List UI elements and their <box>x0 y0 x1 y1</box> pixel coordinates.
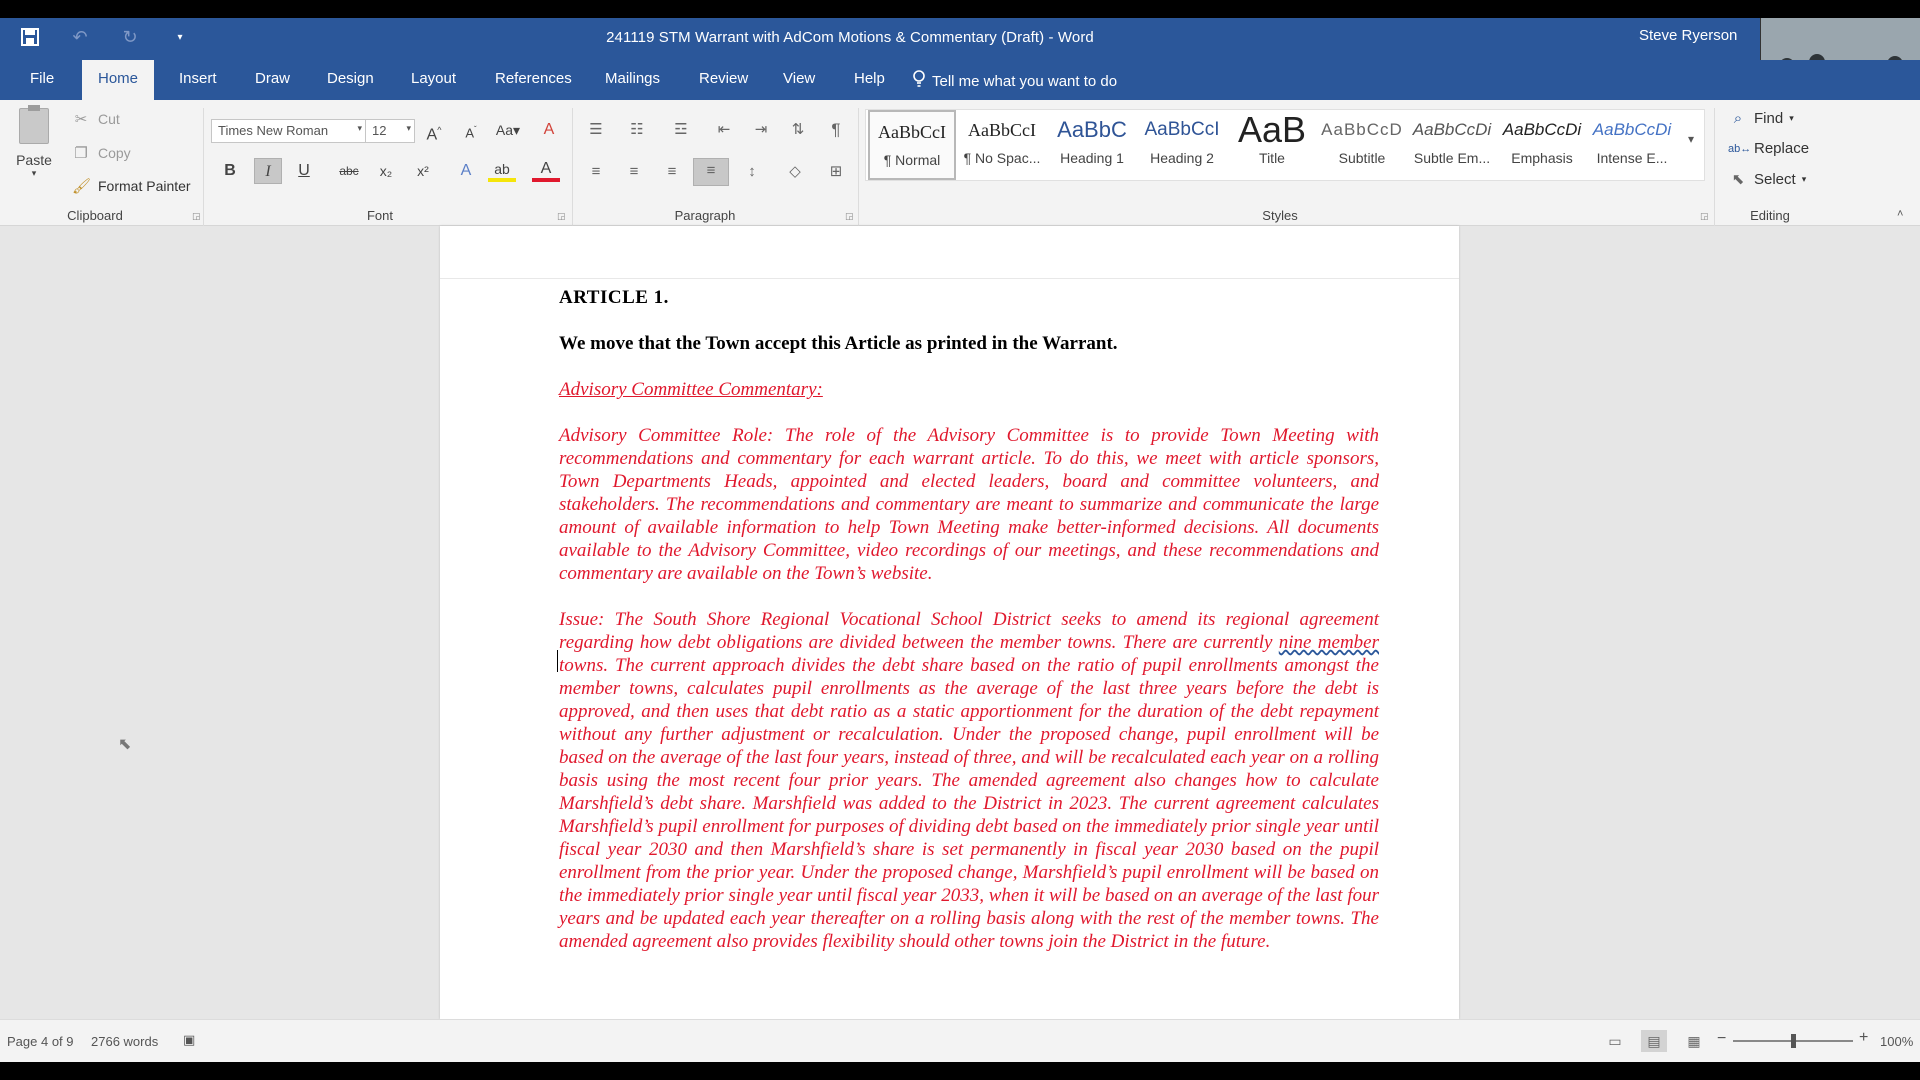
tell-me-text: Tell me what you want to do <box>932 72 1118 90</box>
redo-icon[interactable]: ↻ <box>122 26 138 47</box>
screen-top-strip <box>0 0 1920 18</box>
clear-formatting-icon[interactable]: A <box>543 121 555 138</box>
numbering-icon[interactable]: ☷ <box>630 121 644 138</box>
tab-insert[interactable]: Insert <box>179 70 217 87</box>
style-name: ¶ Normal <box>883 152 941 168</box>
group-divider <box>203 108 204 226</box>
show-formatting-marks-icon[interactable]: ¶ <box>831 120 841 139</box>
font-group-label: Font <box>366 208 393 223</box>
tab-layout[interactable]: Layout <box>411 70 457 87</box>
find-button[interactable] <box>1728 110 1794 127</box>
style-title[interactable] <box>1228 110 1316 180</box>
styles-more-chevron-down-icon[interactable]: ▾ <box>1688 132 1695 146</box>
style-name: Heading 2 <box>1150 150 1214 166</box>
web-layout-icon[interactable]: ▦ <box>1687 1033 1701 1049</box>
tab-references[interactable]: References <box>495 70 572 87</box>
status-bar <box>0 1019 1920 1062</box>
subscript-icon[interactable]: x₂ <box>379 163 393 179</box>
cut-button[interactable] <box>72 110 120 128</box>
tab-view[interactable]: View <box>783 70 816 87</box>
text-cursor <box>557 650 558 672</box>
sort-icon[interactable]: ⇅ <box>791 121 805 138</box>
cut-label: Cut <box>98 111 120 127</box>
paragraph-group-label: Paragraph <box>674 208 736 223</box>
zoom-out-icon[interactable]: − <box>1717 1030 1727 1047</box>
style-preview: AaBbC <box>1057 117 1127 142</box>
tab-help[interactable]: Help <box>854 70 885 87</box>
line-spacing-icon[interactable]: ↕ <box>748 163 756 180</box>
style-subtle-emphasis[interactable] <box>1408 110 1496 180</box>
paste-label: Paste <box>16 152 52 168</box>
style-preview: AaBbCcDi <box>1502 120 1582 139</box>
group-divider <box>572 108 573 226</box>
document-title: 241119 STM Warrant with AdCom Motions & Commentary (Draft) - Word <box>606 29 1094 46</box>
strikethrough-icon[interactable]: abc <box>339 164 359 178</box>
screen-bottom-strip <box>0 1062 1920 1080</box>
dialog-launcher-icon[interactable]: ◲ <box>1700 211 1709 221</box>
group-divider <box>1714 108 1715 226</box>
justify-icon[interactable]: ≡ <box>693 158 729 186</box>
customize-qat-chevron-down-icon[interactable]: ▾ <box>177 31 183 43</box>
shading-icon[interactable]: ◇ <box>789 163 801 180</box>
format-painter-label: Format Painter <box>98 178 191 194</box>
borders-icon[interactable]: ⊞ <box>829 163 843 180</box>
bold-icon[interactable]: B <box>224 162 236 179</box>
style-name: Heading 1 <box>1060 150 1124 166</box>
font-size-box[interactable] <box>365 119 415 143</box>
document-page[interactable] <box>440 226 1459 1019</box>
ribbon-tab-row <box>0 60 1920 100</box>
styles-gallery <box>865 109 1705 181</box>
find-label: Find <box>1754 110 1784 127</box>
zoom-level[interactable]: 100% <box>1880 1034 1914 1049</box>
grow-font-icon[interactable]: A^ <box>426 125 442 144</box>
style-heading-2[interactable] <box>1138 110 1226 180</box>
select-button[interactable] <box>1728 170 1806 188</box>
page-count[interactable]: Page 4 of 9 <box>7 1034 74 1049</box>
tab-mailings[interactable]: Mailings <box>605 70 661 87</box>
tell-me-search[interactable] <box>912 70 1117 92</box>
chevron-down-icon: ▾ <box>357 123 362 133</box>
undo-icon[interactable]: ↶ <box>72 26 88 47</box>
style-name: Intense E... <box>1596 150 1668 166</box>
editing-group-label: Editing <box>1750 208 1790 223</box>
style-preview: AaBbCcDi <box>1412 120 1492 139</box>
replace-button[interactable] <box>1728 140 1809 157</box>
styles-group-label: Styles <box>1262 208 1298 223</box>
shrink-font-icon[interactable]: $A^ˇ$ <box>465 125 477 141</box>
copy-label: Copy <box>98 145 131 161</box>
align-right-icon[interactable]: ≡ <box>667 163 677 180</box>
underline-icon[interactable]: U <box>298 162 310 179</box>
style-preview: AaBbCcD <box>1321 120 1403 139</box>
role-paragraph: Advisory Committee Role: The role of the Advisory Committee is to provide Town Meeting with recommendations and commentary for each warrant article. To do this, we meet with article sponsors, Town Departments Heads, appointed and elected leaders, board and committee volunteers, and stakeholders. The recommendations and commentary are meant to summarize and communicate the large amount of available information to help Town Meeting make better-informed decisions. All documents available to the Advisory Committee, video recordings of our meetings, and these recommendations and commentary are available on the Town’s website. <box>559 425 1379 584</box>
header-boundary <box>440 278 1459 279</box>
italic-icon[interactable]: I <box>254 158 282 184</box>
tab-home[interactable]: Home <box>82 60 154 100</box>
style-emphasis[interactable] <box>1498 110 1586 180</box>
clipboard-group-label: Clipboard <box>67 208 123 223</box>
tab-review[interactable]: Review <box>699 70 749 87</box>
change-case-icon[interactable]: Aa▾ <box>495 122 521 138</box>
cursor-arrow-icon: ⬉ <box>1731 171 1745 188</box>
style-no-spacing[interactable] <box>958 110 1046 180</box>
document-body[interactable] <box>559 286 1379 976</box>
user-name[interactable]: Steve Ryerson <box>1639 27 1738 44</box>
multilevel-list-icon[interactable]: ☲ <box>674 121 688 138</box>
flagged-text: nine member <box>1278 632 1379 653</box>
issue-text: Issue: The South Shore Regional Vocational School District seeks to amend its regional agreement regarding how debt obligations are divided between the member towns. There are currently <box>559 609 1379 653</box>
issue-text: towns. The current approach divides the debt share based on the ratio of pupil enrollments amongst the member towns, calculates pupil enrollments as the average of the last three years before the debt is approved, and then uses that debt ratio as a static apportionment for the duration of the debt repayment without any further adjustment or recalculation. Under the proposed change, pupil enrollment will be based on the average of the last four years, instead of three, and will be recalculated each year on a rolling basis using the most recent four prior years. The amended agreement also changes how to calculate Marshfield’s debt share. Marshfield was added to the District in 2023. The current agreement calculates Marshfield’s pupil enrollment for purposes of dividing debt based on the immediately prior single year until fiscal year 2030 and then Marshfield’s share is set permanently in fiscal year 2030 based on the pupil enrollment from the prior year. Under the proposed change, Marshfield’s pupil enrollment will be based on the immediately prior single year until fiscal year 2033, when it will be based on an average of the last four years and be updated each year thereafter on a rolling basis along with the rest of the member towns. The amended agreement also provides flexibility should other towns join the District in the future. <box>559 655 1379 952</box>
zoom-slider[interactable] <box>1733 1040 1853 1042</box>
align-center-icon[interactable]: ≡ <box>629 163 639 180</box>
collapse-ribbon-chevron-up-icon[interactable]: ˄ <box>1897 208 1904 220</box>
lightbulb-icon <box>912 70 926 92</box>
style-preview: AaBbCcI <box>968 120 1036 140</box>
search-icon: ⌕ <box>1733 110 1743 127</box>
replace-icon: ab↔ <box>1728 142 1752 155</box>
style-preview: AaBbCcI <box>878 122 946 142</box>
commentary-heading: Advisory Committee Commentary: <box>559 379 823 400</box>
style-normal[interactable] <box>868 110 956 180</box>
style-name: Subtitle <box>1338 150 1386 166</box>
copy-button[interactable] <box>72 144 131 162</box>
zoom-in-icon[interactable]: + <box>1859 1029 1869 1046</box>
decrease-indent-icon[interactable]: ⇤ <box>717 121 731 138</box>
replace-label: Replace <box>1754 140 1810 157</box>
paintbrush-icon: 🖌 <box>72 178 92 195</box>
article-heading: ARTICLE 1. <box>559 287 669 308</box>
font-size-value: 12 <box>372 123 387 138</box>
dialog-launcher-icon[interactable]: ◲ <box>557 211 566 221</box>
motion-text: We move that the Town accept this Article as printed in the Warrant. <box>559 333 1118 354</box>
issue-paragraph <box>559 608 1379 953</box>
word-count[interactable]: 2766 words <box>91 1034 159 1049</box>
scissors-icon: ✂ <box>74 111 88 128</box>
style-preview: AaBbCcI <box>1144 119 1220 140</box>
style-name: ¶ No Spac... <box>963 150 1041 166</box>
style-preview: AaBbCcDi <box>1592 120 1672 139</box>
print-layout-icon[interactable]: ▤ <box>1641 1030 1667 1052</box>
font-color-icon[interactable]: A <box>532 158 560 182</box>
text-effects-icon[interactable]: A <box>460 162 472 179</box>
tab-file[interactable]: File <box>30 70 55 87</box>
proofing-icon[interactable]: ▣ <box>183 1032 196 1047</box>
font-name-box[interactable] <box>211 119 366 143</box>
mouse-pointer-icon: ⬉ <box>118 736 132 753</box>
style-name: Subtle Em... <box>1413 150 1491 166</box>
zoom-slider-thumb[interactable] <box>1791 1034 1796 1048</box>
format-painter-button[interactable] <box>72 177 191 195</box>
align-left-icon[interactable]: ≡ <box>591 163 601 180</box>
chevron-down-icon: ▾ <box>1801 173 1807 184</box>
tab-design[interactable]: Design <box>327 70 374 87</box>
superscript-icon[interactable]: x² <box>417 163 429 179</box>
highlight-color-icon[interactable]: ab <box>488 158 516 182</box>
style-intense-emphasis[interactable] <box>1588 110 1676 180</box>
dialog-launcher-icon[interactable]: ◲ <box>192 211 201 221</box>
tab-draw[interactable]: Draw <box>255 70 291 87</box>
style-name: Title <box>1259 150 1285 166</box>
copy-icon: ❐ <box>74 145 88 162</box>
group-divider <box>858 108 859 226</box>
bullets-icon[interactable]: ☰ <box>589 121 603 138</box>
select-label: Select <box>1754 170 1796 188</box>
increase-indent-icon[interactable]: ⇥ <box>754 121 768 138</box>
chevron-down-icon: ▾ <box>1789 113 1794 123</box>
dialog-launcher-icon[interactable]: ◲ <box>845 211 854 221</box>
title-bar <box>0 18 1920 60</box>
document-area <box>0 226 1920 1019</box>
clipboard-icon <box>19 108 49 144</box>
style-heading-1[interactable] <box>1048 110 1136 180</box>
style-name: Emphasis <box>1511 150 1573 166</box>
paste-chevron-down-icon[interactable]: ▾ <box>31 168 37 178</box>
chevron-down-icon: ▾ <box>406 123 411 133</box>
style-preview: AaB <box>1237 110 1307 150</box>
style-subtitle[interactable] <box>1318 110 1406 180</box>
paste-button[interactable] <box>14 108 54 179</box>
font-name-value: Times New Roman <box>218 123 329 138</box>
read-mode-icon[interactable]: ▭ <box>1608 1033 1622 1049</box>
